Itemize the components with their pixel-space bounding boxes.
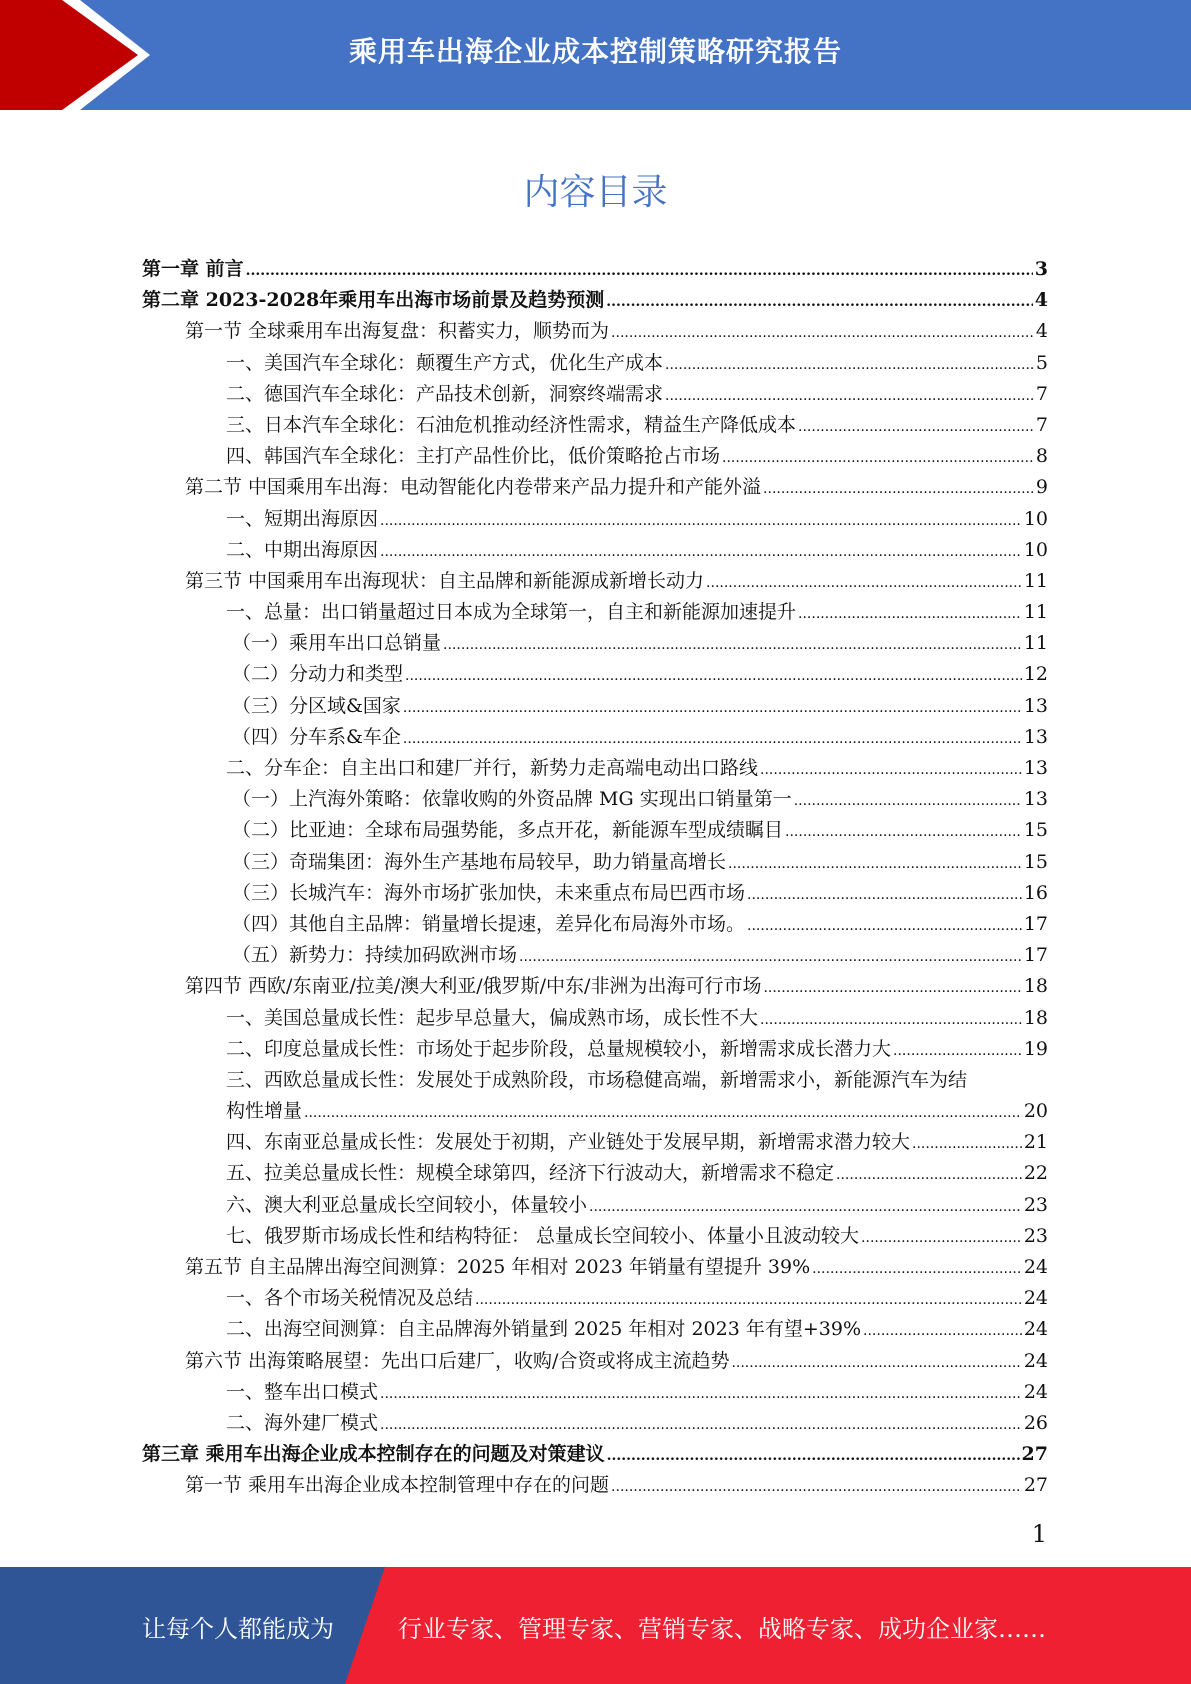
toc-entry-title: 一、短期出海原因 <box>226 507 379 530</box>
toc-entry-title: 第六节 出海策略展望：先出口后建厂，收购/合资或将成主流趋势 <box>185 1349 730 1372</box>
toc-entry[interactable] <box>142 691 1048 722</box>
toc-entry-page: 13 <box>1023 757 1048 779</box>
toc-entry-page: 15 <box>1023 850 1048 873</box>
toc-entry[interactable] <box>142 1408 1048 1439</box>
toc-entry-title: 四、东南亚总量成长性：发展处于初期，产业链处于发展早期，新增需求潜力较大 <box>226 1131 911 1154</box>
toc-entry-title: 一、总量：出口销量超过日本成为全球第一，自主和新能源加速提升 <box>226 601 797 624</box>
report-footer <box>0 1567 1191 1684</box>
toc-entry-page: 13 <box>1023 725 1048 748</box>
toc-entry-title: 第三节 中国乘用车出海现状：自主品牌和新能源成新增长动力 <box>185 569 705 592</box>
toc-entry-title: 四、韩国汽车全球化：主打产品性价比，低价策略抢占市场 <box>226 445 721 468</box>
toc-entry[interactable] <box>142 504 1048 535</box>
toc-entry-title: （四）分车系&车企 <box>232 725 401 748</box>
toc-entry-title: 第一章 前言 <box>142 258 244 280</box>
toc-entry-title: 三、日本汽车全球化：石油危机推动经济性需求，精益生产降低成本 <box>226 413 797 436</box>
toc-entry[interactable] <box>142 1252 1048 1283</box>
toc-entry[interactable] <box>142 909 1048 940</box>
toc-entry-wrapped-line[interactable]: 三、西欧总量成长性：发展处于成熟阶段，市场稳健高端，新增需求小，新能源汽车为结 <box>226 1068 968 1091</box>
toc-entry-continuation[interactable] <box>142 1096 1048 1127</box>
toc-entry-page: 7 <box>1035 413 1048 436</box>
toc-entry[interactable] <box>142 1190 1048 1221</box>
toc-entry[interactable] <box>142 285 1048 316</box>
toc-entry[interactable] <box>142 784 1048 815</box>
toc-entry-page: 19 <box>1023 1037 1048 1060</box>
toc-entry[interactable] <box>142 1377 1048 1408</box>
toc-entry[interactable] <box>142 566 1048 597</box>
toc-entry[interactable] <box>142 1283 1048 1314</box>
toc-entry[interactable] <box>142 878 1048 909</box>
toc-entry[interactable] <box>142 472 1048 503</box>
toc-entry-title: （三）分区域&国家 <box>232 694 401 717</box>
toc-entry-page: 18 <box>1023 1006 1048 1029</box>
toc-entry-title: 六、澳大利亚总量成长空间较小，体量较小 <box>226 1193 588 1216</box>
toc-entry[interactable] <box>142 659 1048 690</box>
toc-entry[interactable] <box>142 410 1048 441</box>
toc-entry[interactable] <box>142 1346 1048 1377</box>
toc-entry-page: 11 <box>1023 632 1048 655</box>
toc-entry-page: 12 <box>1023 663 1048 686</box>
toc-entry-title: 第三章 乘用车出海企业成本控制存在的问题及对策建议 <box>142 1443 605 1466</box>
toc-entry[interactable] <box>142 1003 1048 1034</box>
toc-entry-title: 二、出海空间测算：自主品牌海外销量到 2025 年相对 2023 年有望+39% <box>226 1318 862 1341</box>
toc-entry[interactable] <box>142 1314 1048 1345</box>
toc-entry-page: 3 <box>1034 258 1048 280</box>
toc-entry-page: 23 <box>1023 1193 1048 1216</box>
toc-entry[interactable] <box>142 1470 1048 1501</box>
toc-entry[interactable] <box>142 316 1048 347</box>
toc-entry-page: 10 <box>1023 538 1048 561</box>
toc-entry-page: 4 <box>1034 289 1048 312</box>
toc-entry-page: 16 <box>1023 881 1048 904</box>
toc-entry-title: 二、印度总量成长性：市场处于起步阶段，总量规模较小，新增需求成长潜力大 <box>226 1037 892 1060</box>
toc-entry-page: 24 <box>1023 1287 1048 1310</box>
toc-entry-page: 17 <box>1023 944 1048 967</box>
toc-entry-title: 七、俄罗斯市场成长性和结构特征： 总量成长空间较小、体量小且波动较大 <box>226 1224 860 1247</box>
toc-entry-page: 18 <box>1023 975 1048 998</box>
toc-entry-title: 二、海外建厂模式 <box>226 1411 379 1434</box>
table-of-contents <box>142 254 1048 1502</box>
toc-entry-page: 7 <box>1035 382 1048 405</box>
toc-entry-page: 24 <box>1023 1256 1048 1278</box>
toc-entry-page: 4 <box>1035 320 1048 343</box>
toc-entry-page: 24 <box>1023 1349 1048 1372</box>
toc-entry[interactable] <box>142 1158 1048 1189</box>
toc-entry-page: 10 <box>1023 507 1048 530</box>
toc-entry[interactable] <box>142 722 1048 753</box>
toc-entry[interactable] <box>142 1439 1048 1470</box>
toc-entry-title: 构性增量 <box>226 1100 303 1123</box>
toc-entry[interactable] <box>142 940 1048 971</box>
toc-entry-title: （三）奇瑞集团：海外生产基地布局较早，助力销量高增长 <box>232 850 727 873</box>
toc-entry-page: 9 <box>1035 476 1048 499</box>
toc-entry[interactable] <box>142 815 1048 846</box>
toc-entry-title: 一、美国汽车全球化：颠覆生产方式，优化生产成本 <box>226 351 664 374</box>
toc-entry-title: 第五节 自主品牌出海空间测算：2025 年相对 2023 年销量有望提升 39% <box>185 1256 811 1278</box>
toc-entry-title: （三）长城汽车：海外市场扩张加快，未来重点布局巴西市场 <box>232 881 746 904</box>
footer-slogan-left: 让每个人都能成为 <box>142 1615 334 1643</box>
toc-entry-title: 第一节 全球乘用车出海复盘：积蓄实力，顺势而为 <box>185 320 610 343</box>
toc-entry[interactable] <box>142 971 1048 1002</box>
toc-entry-page: 5 <box>1035 351 1048 374</box>
toc-entry-page: 27 <box>1021 1443 1048 1466</box>
toc-entry[interactable] <box>142 348 1048 379</box>
toc-entry-title: 第四节 西欧/东南亚/拉美/澳大利亚/俄罗斯/中东/非洲为出海可行市场 <box>185 975 762 998</box>
toc-entry-page: 13 <box>1023 788 1048 811</box>
toc-entry[interactable] <box>142 1034 1048 1065</box>
toc-entry-title: （二）分动力和类型 <box>232 663 404 686</box>
toc-entry-title: 二、德国汽车全球化：产品技术创新，洞察终端需求 <box>226 382 664 405</box>
toc-entry-page: 26 <box>1023 1411 1048 1434</box>
report-header <box>0 0 1191 110</box>
toc-entry[interactable] <box>142 1221 1048 1252</box>
toc-entry-page: 11 <box>1023 569 1048 592</box>
toc-entry[interactable] <box>142 597 1048 628</box>
toc-entry-title: 二、中期出海原因 <box>226 538 379 561</box>
toc-entry[interactable] <box>142 254 1048 285</box>
toc-entry[interactable] <box>142 441 1048 472</box>
toc-entry-title: 一、整车出口模式 <box>226 1380 379 1403</box>
toc-entry[interactable] <box>142 1127 1048 1158</box>
toc-entry-title: 二、分车企：自主出口和建厂并行，新势力走高端电动出口路线 <box>226 757 759 779</box>
toc-entry-page: 8 <box>1035 445 1048 468</box>
toc-entry-title: 一、各个市场关税情况及总结 <box>226 1287 474 1310</box>
toc-entry-page: 24 <box>1023 1318 1048 1341</box>
toc-entry[interactable] <box>142 753 1048 784</box>
toc-entry[interactable] <box>142 535 1048 566</box>
toc-entry-title: （二）比亚迪：全球布局强势能，多点开花，新能源车型成绩瞩目 <box>232 819 784 842</box>
footer-slogan-right: 行业专家、管理专家、营销专家、战略专家、成功企业家…… <box>398 1615 1046 1643</box>
toc-entry-title: （一）上汽海外策略：依靠收购的外资品牌 MG 实现出口销量第一 <box>232 788 792 811</box>
toc-entry-title: 第二节 中国乘用车出海：电动智能化内卷带来产品力提升和产能外溢 <box>185 476 762 499</box>
toc-entry-page: 23 <box>1023 1224 1048 1247</box>
toc-entry-title: 五、拉美总量成长性：规模全球第四，经济下行波动大，新增需求不稳定 <box>226 1162 835 1185</box>
toc-entry-page: 13 <box>1023 694 1048 717</box>
toc-entry-page: 24 <box>1023 1380 1048 1403</box>
report-title: 乘用车出海企业成本控制策略研究报告 <box>348 35 842 68</box>
toc-entry-page: 21 <box>1023 1131 1048 1154</box>
toc-heading: 内容目录 <box>523 172 668 213</box>
toc-entry-page: 15 <box>1023 819 1048 842</box>
toc-entry-title: 第一节 乘用车出海企业成本控制管理中存在的问题 <box>185 1474 610 1497</box>
toc-entry-page: 27 <box>1023 1474 1048 1497</box>
toc-entry-title: 第二章 2023-2028年乘用车出海市场前景及趋势预测 <box>142 289 605 312</box>
toc-entry-title: （五）新势力：持续加码欧洲市场 <box>232 944 518 967</box>
toc-entry[interactable] <box>142 847 1048 878</box>
toc-entry-page: 17 <box>1023 912 1048 935</box>
toc-entry-page: 11 <box>1023 601 1048 624</box>
toc-entry-title: （四）其他自主品牌：销量增长提速，差异化布局海外市场。 <box>232 912 746 935</box>
toc-entry-title: 一、美国总量成长性：起步早总量大，偏成熟市场，成长性不大 <box>226 1006 759 1029</box>
toc-entry[interactable] <box>142 379 1048 410</box>
toc-entry-page: 22 <box>1023 1162 1048 1185</box>
toc-entry-title: （一）乘用车出口总销量 <box>232 632 442 655</box>
page-number: 1 <box>1031 1520 1047 1548</box>
toc-entry[interactable] <box>142 628 1048 659</box>
toc-entry-page: 20 <box>1023 1100 1048 1123</box>
